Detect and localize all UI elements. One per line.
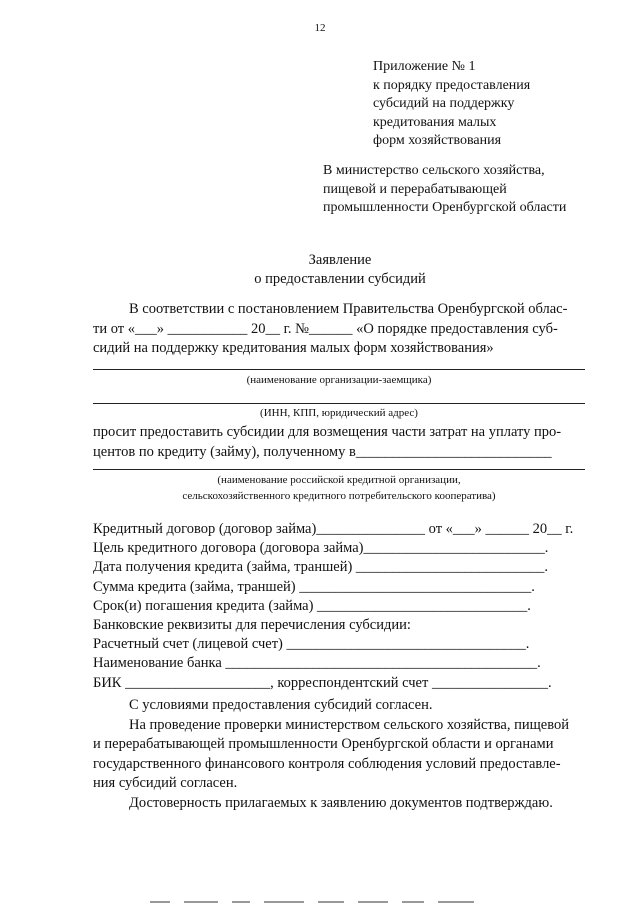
title-line: Заявление bbox=[308, 252, 372, 268]
intro-line: сидий на поддержку кредитования малых форм хозяйствования» bbox=[93, 340, 494, 356]
confirm-statement: Достоверность прилагаемых к заявлению документов подтверждаю. bbox=[129, 794, 553, 811]
addressee-line: промышленности Оренбургской области bbox=[323, 200, 567, 215]
addressee-line: В министерство сельского хозяйства, bbox=[323, 163, 545, 178]
intro-line: В соответствии с постановлением Правительства Оренбургской облас- bbox=[129, 301, 568, 317]
page-number: 12 bbox=[314, 22, 326, 34]
check-consent-line: На проведение проверки министерством сельского хозяйства, пищевой bbox=[129, 716, 569, 733]
cut-off-text-remnant bbox=[150, 893, 590, 899]
bank-name-line bbox=[93, 469, 585, 470]
field-credit-date: Дата получения кредита (займа, траншей) __________________________. bbox=[93, 559, 549, 576]
inn-address-line bbox=[93, 403, 585, 404]
field-credit-purpose: Цель кредитного договора (договора займа)_________________________. bbox=[93, 540, 549, 557]
field-credit-term: Срок(и) погашения кредита (займа) _____________________________. bbox=[93, 597, 531, 614]
field-bank-name: Наименование банка ___________________________________________. bbox=[93, 655, 541, 672]
borrower-caption: (наименование организации-заемщика) bbox=[246, 374, 432, 386]
credit-fields bbox=[93, 520, 573, 693]
request-line: просит предоставить субсидии для возмещения части затрат на уплату про- bbox=[93, 424, 562, 440]
check-consent-line: и перерабатывающей промышленности Оренбургской области и органами bbox=[93, 736, 554, 752]
bank-caption-line2: сельскохозяйственного кредитного потребительского кооператива) bbox=[182, 490, 496, 502]
addressee-block bbox=[323, 162, 566, 218]
appendix-line: кредитования малых bbox=[373, 114, 497, 130]
intro-paragraph bbox=[93, 300, 585, 359]
addressee-line: пищевой и перерабатывающей bbox=[323, 181, 507, 197]
appendix-line: к порядку предоставления bbox=[373, 77, 531, 93]
appendix-block bbox=[373, 58, 530, 151]
document-title bbox=[0, 251, 640, 289]
appendix-line: Приложение № 1 bbox=[373, 59, 476, 74]
title-subtitle: о предоставлении субсидий bbox=[254, 271, 426, 287]
agree-statement: С условиями предоставления субсидий согласен. bbox=[129, 697, 433, 713]
field-settlement-account: Расчетный счет (лицевой счет) _________________________________. bbox=[93, 636, 530, 653]
intro-line: ти от «___» ___________ 20__ г. №______ «О порядке предоставления суб- bbox=[93, 320, 558, 337]
request-paragraph bbox=[93, 423, 585, 462]
appendix-line: субсидий на поддержку bbox=[373, 96, 515, 111]
request-line: центов по кредиту (займу), полученному в___________________________ bbox=[93, 443, 552, 460]
check-consent-line: ния субсидий согласен. bbox=[93, 775, 238, 791]
check-consent-line: государственного финансового контроля соблюдения условий предоставле- bbox=[93, 755, 561, 772]
field-bank-details-heading: Банковские реквизиты для перечисления субсидии: bbox=[93, 617, 411, 634]
field-bik-corr-account: БИК ____________________, корреспондентский счет ________________. bbox=[93, 674, 552, 691]
appendix-line: форм хозяйствования bbox=[373, 133, 502, 148]
field-credit-agreement: Кредитный договор (договор займа)_______________ от «___» ______ 20__ г. bbox=[93, 521, 574, 537]
closing-block bbox=[93, 696, 585, 813]
borrower-name-line bbox=[93, 369, 585, 370]
field-credit-amount: Сумма кредита (займа, траншей) ________________________________. bbox=[93, 578, 535, 595]
bank-caption-line1: (наименование российской кредитной организации, bbox=[217, 474, 461, 486]
inn-caption: (ИНН, КПП, юридический адрес) bbox=[260, 407, 418, 419]
